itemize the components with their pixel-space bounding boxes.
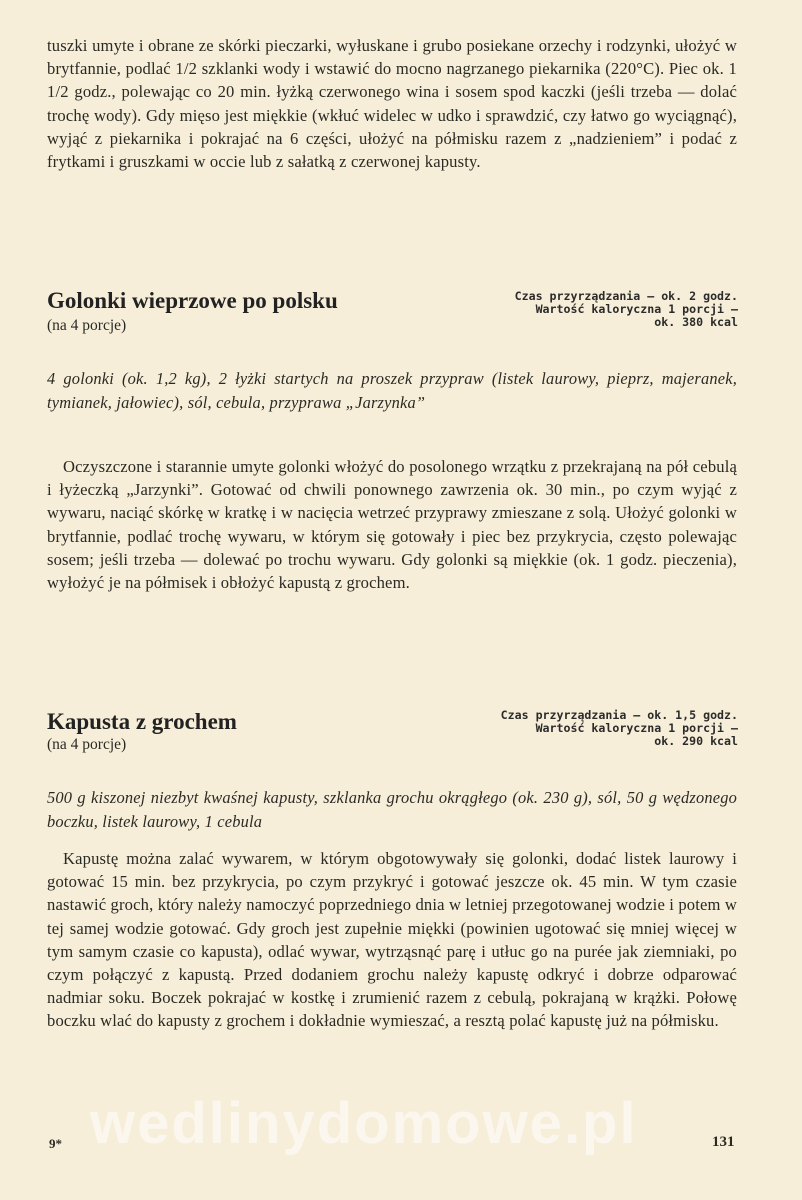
recipe-servings-kapusta: (na 4 porcje)	[47, 736, 127, 753]
prep-time: Czas przyrządzania — ok. 2 godz.	[514, 289, 738, 303]
prep-time: Czas przyrządzania — ok. 1,5 godz.	[500, 708, 738, 722]
watermark: wedlinydomowe.pl	[90, 1091, 638, 1156]
recipe-meta-golonki	[438, 290, 738, 329]
page-number: 131	[712, 1134, 735, 1150]
calorie-label: Wartość kaloryczna 1 porcji —	[535, 721, 738, 735]
method-golonki: Oczyszczone i starannie umyte golonki włożyć do posolonego wrzątku z przekrajaną na pół cebulą i łyżeczką „Jarzynki”. Gotować od chwili ponownego zawrzenia ok. 30 min., po czym wyjąć z wywaru, naciąć skórkę w kratkę i w nacięcia wetrzeć przyprawy zmieszane z solą. Ułożyć golonki w brytfannie, podlać trochę wywaru, w którym się gotowały i piec bez przykrycia, często polewając sosem; jeśli trzeba — dolewać po trochu wywaru. Gdy golonki są miękkie (ok. 1 godz. pieczenia), wyłożyć je na półmisek i obłożyć kapustą z grochem.	[47, 457, 737, 593]
recipe-title-golonki: Golonki wieprzowe po polsku	[47, 288, 338, 313]
ingredients-kapusta: 500 g kiszonej niezbyt kwaśnej kapusty, szklanka grochu okrągłego (ok. 230 g), sól, 50 g wędzonego boczku, listek laurowy, 1 cebula	[47, 788, 737, 831]
recipe-servings-golonki: (na 4 porcje)	[47, 317, 127, 334]
calorie-value: ok. 380 kcal	[654, 315, 738, 329]
recipe-meta-kapusta	[438, 709, 738, 748]
calorie-value: ok. 290 kcal	[654, 734, 738, 748]
recipe-title-kapusta: Kapusta z grochem	[47, 709, 237, 734]
ingredients-golonki: 4 golonki (ok. 1,2 kg), 2 łyżki startych na proszek przypraw (listek laurowy, pieprz, majeranek, tymianek, jałowiec), sól, cebula, przyprawa „Jarzynka”	[47, 369, 737, 412]
intro-paragraph: tuszki umyte i obrane ze skórki pieczarki, wyłuskane i grubo posiekane orzechy i rodzynki, ułożyć w brytfannie, podlać 1/2 szklanki wody i wstawić do mocno nagrzanego piekarnika (220°C). Piec ok. 1 1/2 godz., polewając co 20 min. łyżką czerwonego wina i sosem spod kaczki (jeśli trzeba — dolać trochę wody). Gdy mięso jest miękkie (wkłuć widelec w udko i sprawdzić, czy łatwo go wyciągnąć), wyjąć z piekarnika i pokrajać na 6 części, ułożyć na półmisku razem z „nadzieniem” i podać z frytkami i gruszkami w occie lub z sałatką z czerwonej kapusty.	[47, 36, 737, 172]
printer-signature: 9*	[49, 1136, 62, 1151]
calorie-label: Wartość kaloryczna 1 porcji —	[535, 302, 738, 316]
method-kapusta: Kapustę można zalać wywarem, w którym obgotowywały się golonki, dodać listek laurowy i gotować 15 min. bez przykrycia, po czym przykryć i gotować jeszcze ok. 45 min. W tym czasie nastawić groch, który należy namoczyć poprzedniego dnia w letniej przegotowanej wodzie i potem w tej samej wodzie gotować. Gdy groch jest zupełnie miękki (powinien ugotować się mniej więcej w tym samym czasie co kapusta), odlać wywar, wytrząsnąć parę i utłuc go na purée jak ziemniaki, po czym połączyć z kapustą. Przed dodaniem grochu należy kapustę odkryć i dobrze odparować nadmiar soku. Boczek pokrajać w kostkę i zrumienić razem z cebulą, pokrajaną w krążki. Połowę boczku wlać do kapusty z grochem i dokładnie wymieszać, a resztą polać kapustę już na półmisku.	[47, 849, 737, 1031]
